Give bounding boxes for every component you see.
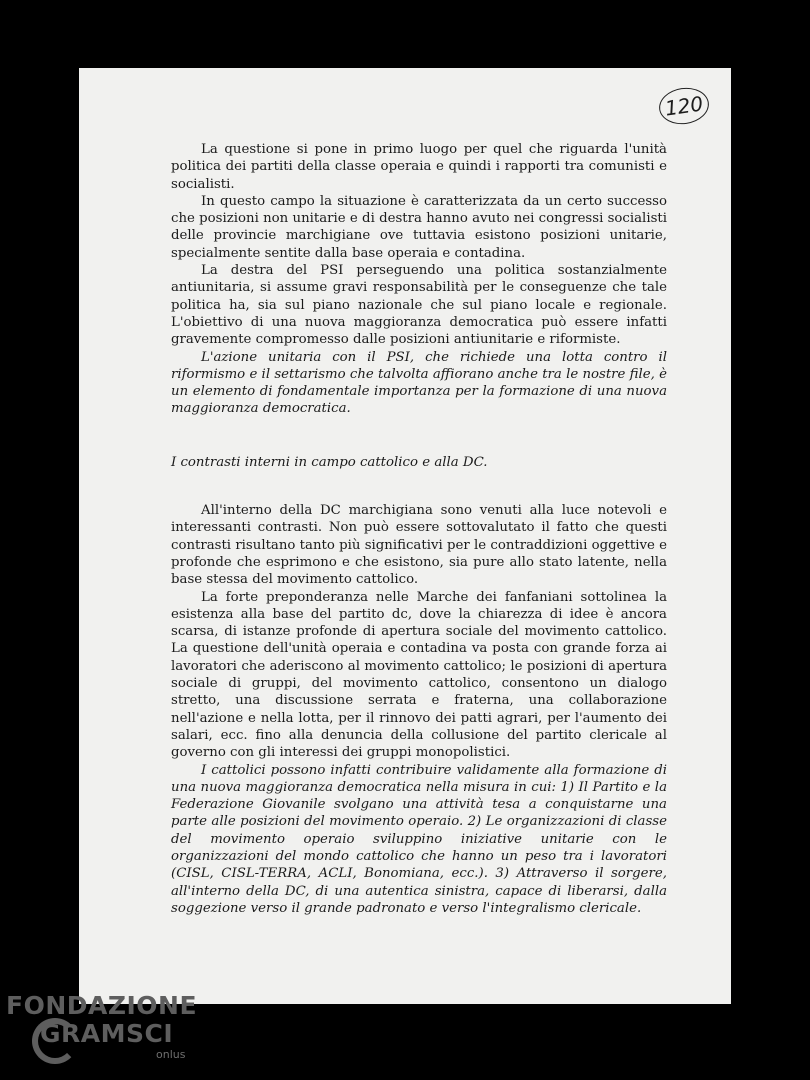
section-heading: I contrasti interni in campo cattolico e alla DC. (171, 454, 488, 470)
page-number-stamp: 120 (657, 85, 712, 128)
logo-ring-icon (32, 1018, 78, 1064)
paragraph: In questo campo la situazione è caratterizzata da un certo successo che posizioni non unitarie e di destra hanno avuto nei congressi socialisti delle provincie marchigiane ove tuttavia esistono posizioni unitarie, specialmente sentite dalla base operaia e contadina. (171, 193, 667, 261)
fondazione-gramsci-logo (6, 992, 197, 1062)
paragraph: La questione si pone in primo luogo per quel che riguarda l'unità politica dei partiti della classe operaia e quindi i rapporti tra comunisti e socialisti. (171, 142, 667, 192)
document-page (79, 68, 731, 1004)
paragraph-italic: L'azione unitaria con il PSI, che richiede una lotta contro il riformismo e il settarismo che talvolta affiorano anche tra le nostre file, è un elemento di fondamentale importanza per la formazione di una nuova maggioranza democratica. (171, 349, 667, 417)
document-body (171, 141, 667, 917)
logo-line3: onlus (156, 1048, 186, 1061)
paragraph: La destra del PSI perseguendo una politica sostanzialmente antiunitaria, si assume gravi responsabilità per le conseguenze che tale politica ha, sia sul piano nazionale che sul piano locale e regionale. L'obiettivo di una nuova maggioranza democratica può essere infatti gravemente compromesso dalle posizioni antiunitarie e riformiste. (171, 263, 667, 348)
logo-line2: GRAMSCI (40, 1019, 174, 1048)
logo-line1: FONDAZIONE (6, 991, 198, 1020)
paragraph: La forte preponderanza nelle Marche dei fanfaniani sottolinea la esistenza alla base del partito dc, dove la chiarezza di idee è ancora scarsa, di istanze profonde di apertura sociale del movimento cattolico. La questione dell'unità operaia e contadina va posta con grande forza ai lavoratori che aderiscono al movimento cattolico; le posizioni di apertura sociale di gruppi, del movimento cattolico, consentono un dialogo stretto, una discussione serrata e fraterna, una collaborazione nell'azione e nella lotta, per il rinnovo dei patti agrari, per l'aumento dei salari, ecc. fino alla denuncia della collusione del partito clericale al governo con gli interessi dei gruppi monopolistici. (171, 589, 667, 761)
paragraph-italic: I cattolici possono infatti contribuire validamente alla formazione di una nuova maggioranza democratica nella misura in cui: 1) Il Partito e la Federazione Giovanile svolgano una attività tesa a conquistarne una parte alle posizioni del movimento operaio. 2) Le organizzazioni di classe del movimento operaio sviluppino iniziative unitarie con le organizzazioni del mondo cattolico che hanno un peso tra i lavoratori (CISL, CISL-TERRA, ACLI, Bonomiana, ecc.). 3) Attraverso il sorgere, all'interno della DC, di una autentica sinistra, capace di liberarsi, dalla soggezione verso il grande padronato e verso l'integralismo clericale. (171, 762, 667, 916)
paragraph: All'interno della DC marchigiana sono venuti alla luce notevoli e interessanti contrasti. Non può essere sottovalutato il fatto che questi contrasti risultano tanto più significativi per le contraddizioni oggettive e profonde che esprimono e che esistono, sia pure allo stato latente, nella base stessa del movimento cattolico. (171, 503, 667, 588)
